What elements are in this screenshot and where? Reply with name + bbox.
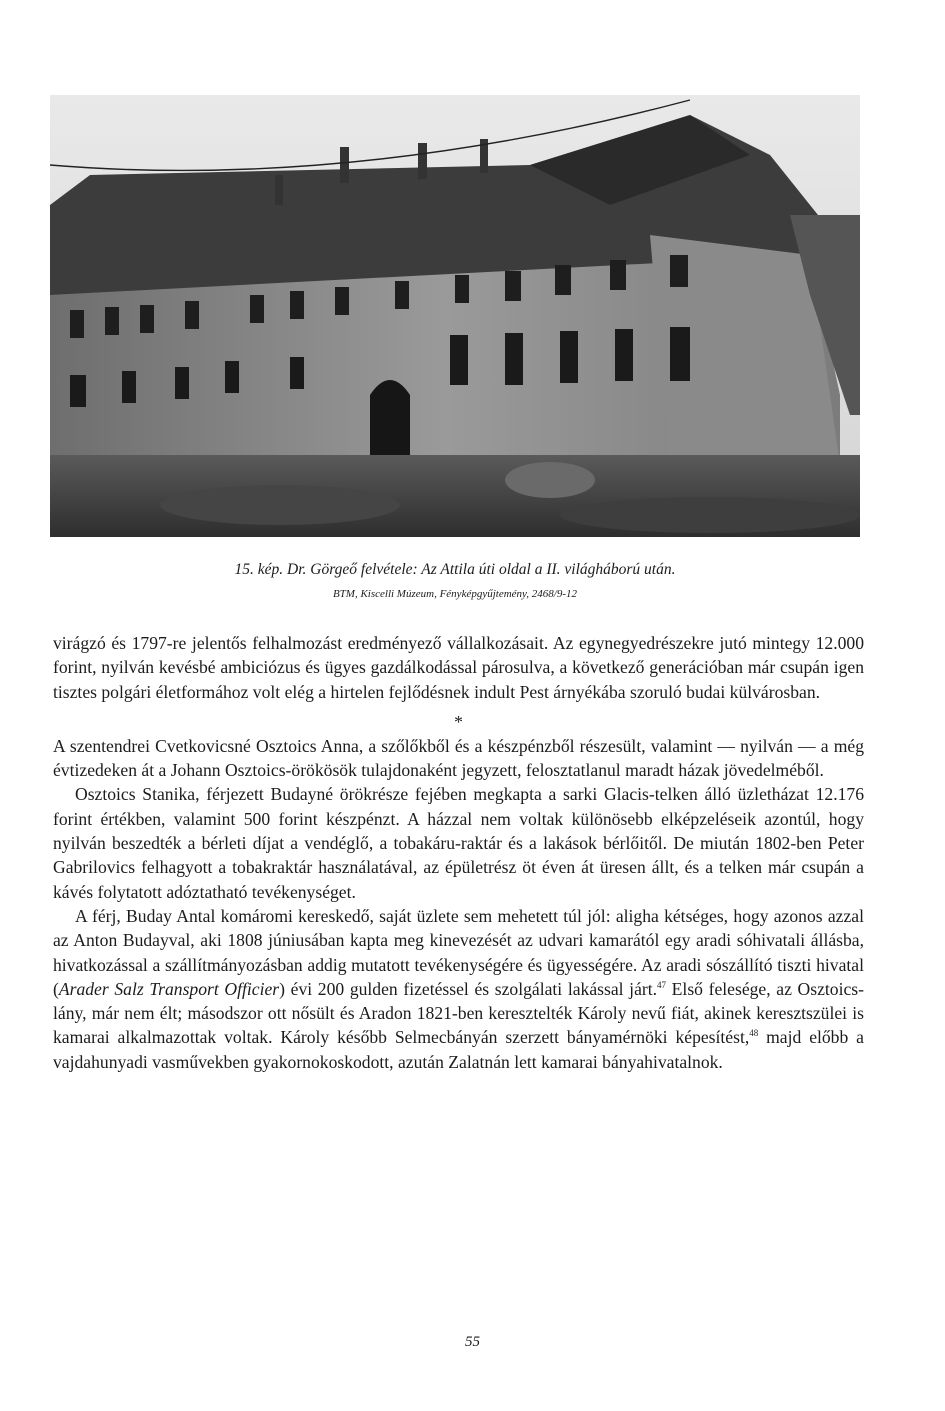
photo-illustration [50,95,860,537]
body-text [53,631,864,1074]
photo-caption: 15. kép. Dr. Görgeő felvétele: Az Attila úti oldal a II. világháború után. [234,561,676,578]
footnote-ref-47: 47 [657,980,667,990]
paragraph-4-part-d: majd előbb a vajdahunyadi vasművekben gyakornokoskodott, azután Zalatnán lett kamarai bányahivatalnok. [53,1027,864,1072]
paragraph-3: Osztoics Stanika, férjezett Budayné örökrésze fejében megkapta a sarki Glacis-telken álló üzletházat 12.176 forint értékben, valamint 500 forint készpénzt. A házzal nem voltak különösebb elképzeléseik azontúl, hogy nyilván beszedték a bérleti díjat a vendéglő, a tobakáru-raktár és a lakások bérlőitől. De miután 1802-ben Peter Gabrilovics felhagyott a tobakraktár használatával, az épületrész öt éven át üresen állt, és a telken már csupán a kávés folytatott adóztatható tevékenységet. [53,784,864,902]
page-number: 55 [465,1334,480,1350]
paragraph-4 [53,904,864,1074]
paragraph-4-part-c: Első felesége, az Osztoics-lány, már nem élt; másodszor ott nősült és Aradon 1821-ben keresztelték Károly nevű fiát, akinek keresztszülei is kamarai alkalmazottak voltak. Károly később Selmecbányán szerzett bányamérnöki képesítést, [53,978,864,1048]
paragraph-4-emphasis: Arader Salz Transport Officier [58,978,280,999]
section-separator: * [454,711,463,732]
historical-photo-damaged-building [50,95,860,537]
paragraph-4-part-b: ) évi 200 gulden fizetéssel és szolgálati lakással járt. [279,978,658,999]
paragraph-2: A szentendrei Cvetkovicsné Osztoics Anna, a szőlőkből és a készpénzből részesült, valamint — nyilván — a még évtizedeken át a Johann Osztoics-örökösök tulajdonaként jegyzett, felosztatlanul maradt házak jövedelméből. [53,735,864,781]
photo-source: BTM, Kiscelli Múzeum, Fényképgyűjtemény, 2468/9-12 [332,588,578,600]
paragraph-4-part-a: A férj, Buday Antal komáromi kereskedő, saját üzlete sem mehetett túl jól: aligha kétséges, hogy azonos azzal az Anton Budayval, aki 1808 júniusában kapta meg kinevezését az udvari kamarától egy aradi sóhivatali állásba, hivatkozással a szállítmányozásban addig mutatott tevékenységére és ügyességére. Az aradi sószállító tiszti hivatal ( [53,905,864,999]
paragraph-1: virágzó és 1797-re jelentős felhalmozást eredményező vállalkozásait. Az egynegyedrészekre jutó mintegy 12.000 forint, nyilván kevésbé ambiciózus és ügyes gazdálkodással párosulva, a következő generációban már csupán igen tisztes polgári életformához volt elég a hirtelen fejlődésnek indult Pest árnyékába szoruló budai külvárosban. [53,633,864,702]
footnote-ref-48: 48 [749,1028,759,1039]
